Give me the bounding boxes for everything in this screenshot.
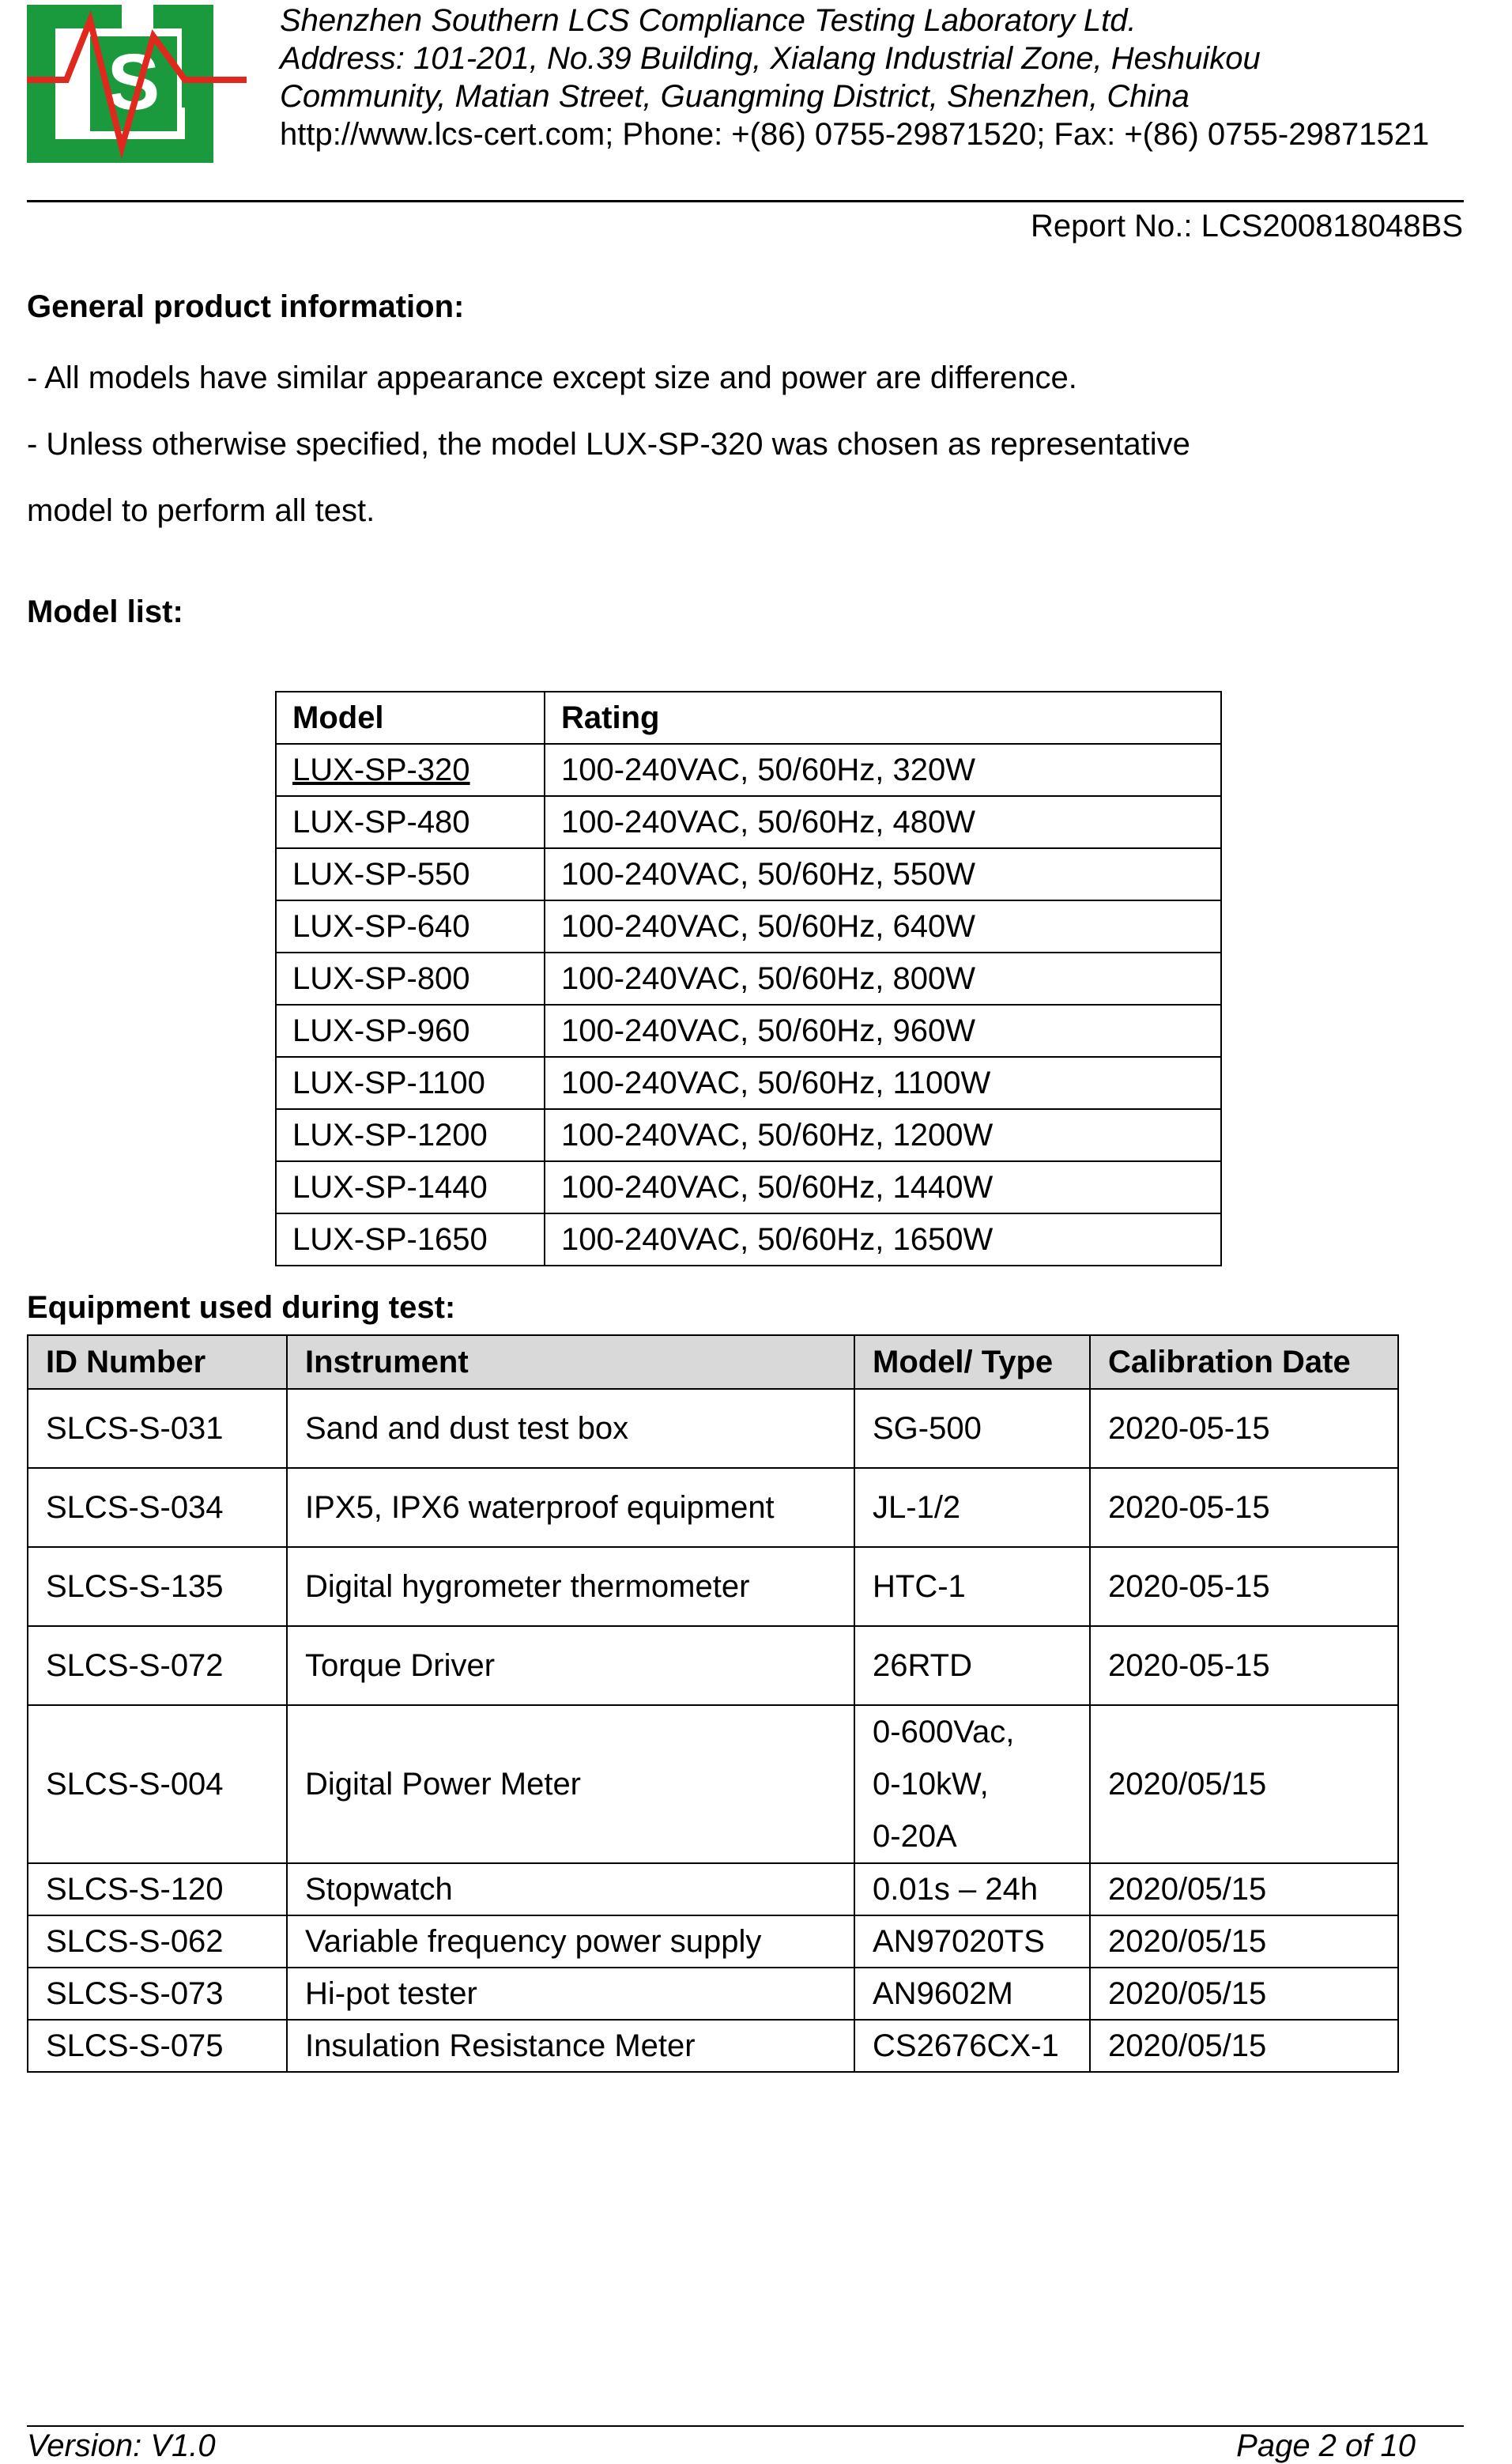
column-header-model: Model — [276, 692, 545, 744]
instrument-cell: Insulation Resistance Meter — [287, 2020, 854, 2072]
model-type-cell: HTC-1 — [854, 1547, 1090, 1626]
table-row — [276, 744, 1221, 796]
company-contact: http://www.lcs-cert.com; Phone: +(86) 0755-29871520; Fax: +(86) 0755-29871521 — [280, 117, 1430, 152]
model-cell: LUX-SP-1200 — [276, 1109, 545, 1161]
instrument-cell: Stopwatch — [287, 1863, 854, 1915]
table-row — [276, 953, 1221, 1005]
id-cell: SLCS-S-031 — [28, 1389, 287, 1468]
model-cell: LUX-SP-1100 — [276, 1057, 545, 1109]
column-header-calibration-date: Calibration Date — [1090, 1335, 1398, 1389]
model-type-cell: CS2676CX-1 — [854, 2020, 1090, 2072]
column-header-rating: Rating — [545, 692, 1221, 744]
table-row — [276, 1005, 1221, 1057]
table-row — [28, 1863, 1398, 1915]
model-cell: LUX-SP-640 — [276, 900, 545, 953]
calibration-date-cell: 2020/05/15 — [1090, 1915, 1398, 1968]
id-cell: SLCS-S-034 — [28, 1468, 287, 1547]
table-row — [276, 796, 1221, 848]
rating-cell: 100-240VAC, 50/60Hz, 320W — [545, 744, 1221, 796]
table-row — [276, 1161, 1221, 1213]
table-row — [28, 1389, 1398, 1468]
rating-cell: 100-240VAC, 50/60Hz, 1650W — [545, 1213, 1221, 1266]
model-type-cell: 26RTD — [854, 1626, 1090, 1705]
id-cell: SLCS-S-062 — [28, 1915, 287, 1968]
column-header-id: ID Number — [28, 1335, 287, 1389]
version-label: Version: V1.0 — [27, 2428, 216, 2463]
table-row — [28, 1968, 1398, 2020]
model-type-cell: SG-500 — [854, 1389, 1090, 1468]
id-cell: SLCS-S-120 — [28, 1863, 287, 1915]
table-row — [28, 1468, 1398, 1547]
model-type-cell: JL-1/2 — [854, 1468, 1090, 1547]
rating-cell: 100-240VAC, 50/60Hz, 960W — [545, 1005, 1221, 1057]
rating-cell: 100-240VAC, 50/60Hz, 550W — [545, 848, 1221, 900]
table-row — [28, 2020, 1398, 2072]
id-cell: SLCS-S-072 — [28, 1626, 287, 1705]
instrument-cell: Hi-pot tester — [287, 1968, 854, 2020]
column-header-instrument: Instrument — [287, 1335, 854, 1389]
table-row — [28, 1626, 1398, 1705]
calibration-date-cell: 2020/05/15 — [1090, 1705, 1398, 1863]
model-type-cell — [854, 1705, 1090, 1863]
model-cell: LUX-SP-1650 — [276, 1213, 545, 1266]
model-cell: LUX-SP-1440 — [276, 1161, 545, 1213]
rating-cell: 100-240VAC, 50/60Hz, 1440W — [545, 1161, 1221, 1213]
company-header — [280, 2, 1429, 153]
rating-cell: 100-240VAC, 50/60Hz, 1100W — [545, 1057, 1221, 1109]
calibration-date-cell: 2020/05/15 — [1090, 2020, 1398, 2072]
table-row — [28, 1915, 1398, 1968]
model-type-line: 0-20A — [873, 1819, 957, 1854]
id-cell: SLCS-S-075 — [28, 2020, 287, 2072]
instrument-cell: Torque Driver — [287, 1626, 854, 1705]
page-number: Page 2 of 10 — [1236, 2428, 1416, 2463]
company-name: Shenzhen Southern LCS Compliance Testing Laboratory Ltd. — [280, 3, 1137, 38]
instrument-cell: Digital hygrometer thermometer — [287, 1547, 854, 1626]
table-row — [276, 900, 1221, 953]
general-info-line3: model to perform all test. — [27, 493, 375, 528]
table-row — [276, 1057, 1221, 1109]
rating-cell: 100-240VAC, 50/60Hz, 640W — [545, 900, 1221, 953]
table-row — [28, 1547, 1398, 1626]
model-type-line: 0-600Vac, — [873, 1715, 1015, 1749]
lcs-logo — [27, 5, 247, 163]
id-cell: SLCS-S-004 — [28, 1705, 287, 1863]
table-row — [276, 1213, 1221, 1266]
calibration-date-cell: 2020-05-15 — [1090, 1468, 1398, 1547]
model-cell: LUX-SP-800 — [276, 953, 545, 1005]
general-info-line1: - All models have similar appearance except size and power are difference. — [27, 360, 1077, 395]
equipment-table-header — [28, 1335, 1398, 1389]
instrument-cell: Variable frequency power supply — [287, 1915, 854, 1968]
model-type-line: 0-10kW, — [873, 1767, 989, 1802]
model-type-cell: 0.01s – 24h — [854, 1863, 1090, 1915]
calibration-date-cell: 2020/05/15 — [1090, 1968, 1398, 2020]
rating-cell: 100-240VAC, 50/60Hz, 800W — [545, 953, 1221, 1005]
calibration-date-cell: 2020-05-15 — [1090, 1389, 1398, 1468]
instrument-cell: Digital Power Meter — [287, 1705, 854, 1863]
table-row — [28, 1705, 1398, 1863]
model-cell: LUX-SP-550 — [276, 848, 545, 900]
general-info-heading: General product information: — [27, 289, 465, 324]
id-cell: SLCS-S-135 — [28, 1547, 287, 1626]
header-divider — [27, 200, 1464, 202]
model-table — [275, 691, 1222, 1266]
table-row — [276, 848, 1221, 900]
model-cell — [276, 744, 545, 796]
rating-cell: 100-240VAC, 50/60Hz, 1200W — [545, 1109, 1221, 1161]
calibration-date-cell: 2020-05-15 — [1090, 1547, 1398, 1626]
instrument-cell: Sand and dust test box — [287, 1389, 854, 1468]
report-number: Report No.: LCS200818048BS — [1030, 209, 1463, 243]
column-header-model-type: Model/ Type — [854, 1335, 1090, 1389]
company-address-line1: Address: 101-201, No.39 Building, Xialang Industrial Zone, Heshuikou — [280, 41, 1261, 76]
footer-divider — [27, 2425, 1464, 2427]
svg-text:S: S — [107, 38, 160, 126]
id-cell: SLCS-S-073 — [28, 1968, 287, 2020]
model-table-header — [276, 692, 1221, 744]
model-cell: LUX-SP-960 — [276, 1005, 545, 1057]
equipment-table — [27, 1334, 1399, 2073]
model-type-cell: AN97020TS — [854, 1915, 1090, 1968]
rating-cell: 100-240VAC, 50/60Hz, 480W — [545, 796, 1221, 848]
calibration-date-cell: 2020-05-15 — [1090, 1626, 1398, 1705]
model-list-heading: Model list: — [27, 594, 183, 629]
model-name: LUX-SP-320 — [292, 752, 470, 787]
general-info-line2: - Unless otherwise specified, the model LUX-SP-320 was chosen as representative — [27, 427, 1190, 462]
model-cell: LUX-SP-480 — [276, 796, 545, 848]
calibration-date-cell: 2020/05/15 — [1090, 1863, 1398, 1915]
equipment-heading: Equipment used during test: — [27, 1290, 456, 1325]
instrument-cell: IPX5, IPX6 waterproof equipment — [287, 1468, 854, 1547]
model-type-cell: AN9602M — [854, 1968, 1090, 2020]
company-address-line2: Community, Matian Street, Guangming District, Shenzhen, China — [280, 79, 1190, 114]
table-row — [276, 1109, 1221, 1161]
